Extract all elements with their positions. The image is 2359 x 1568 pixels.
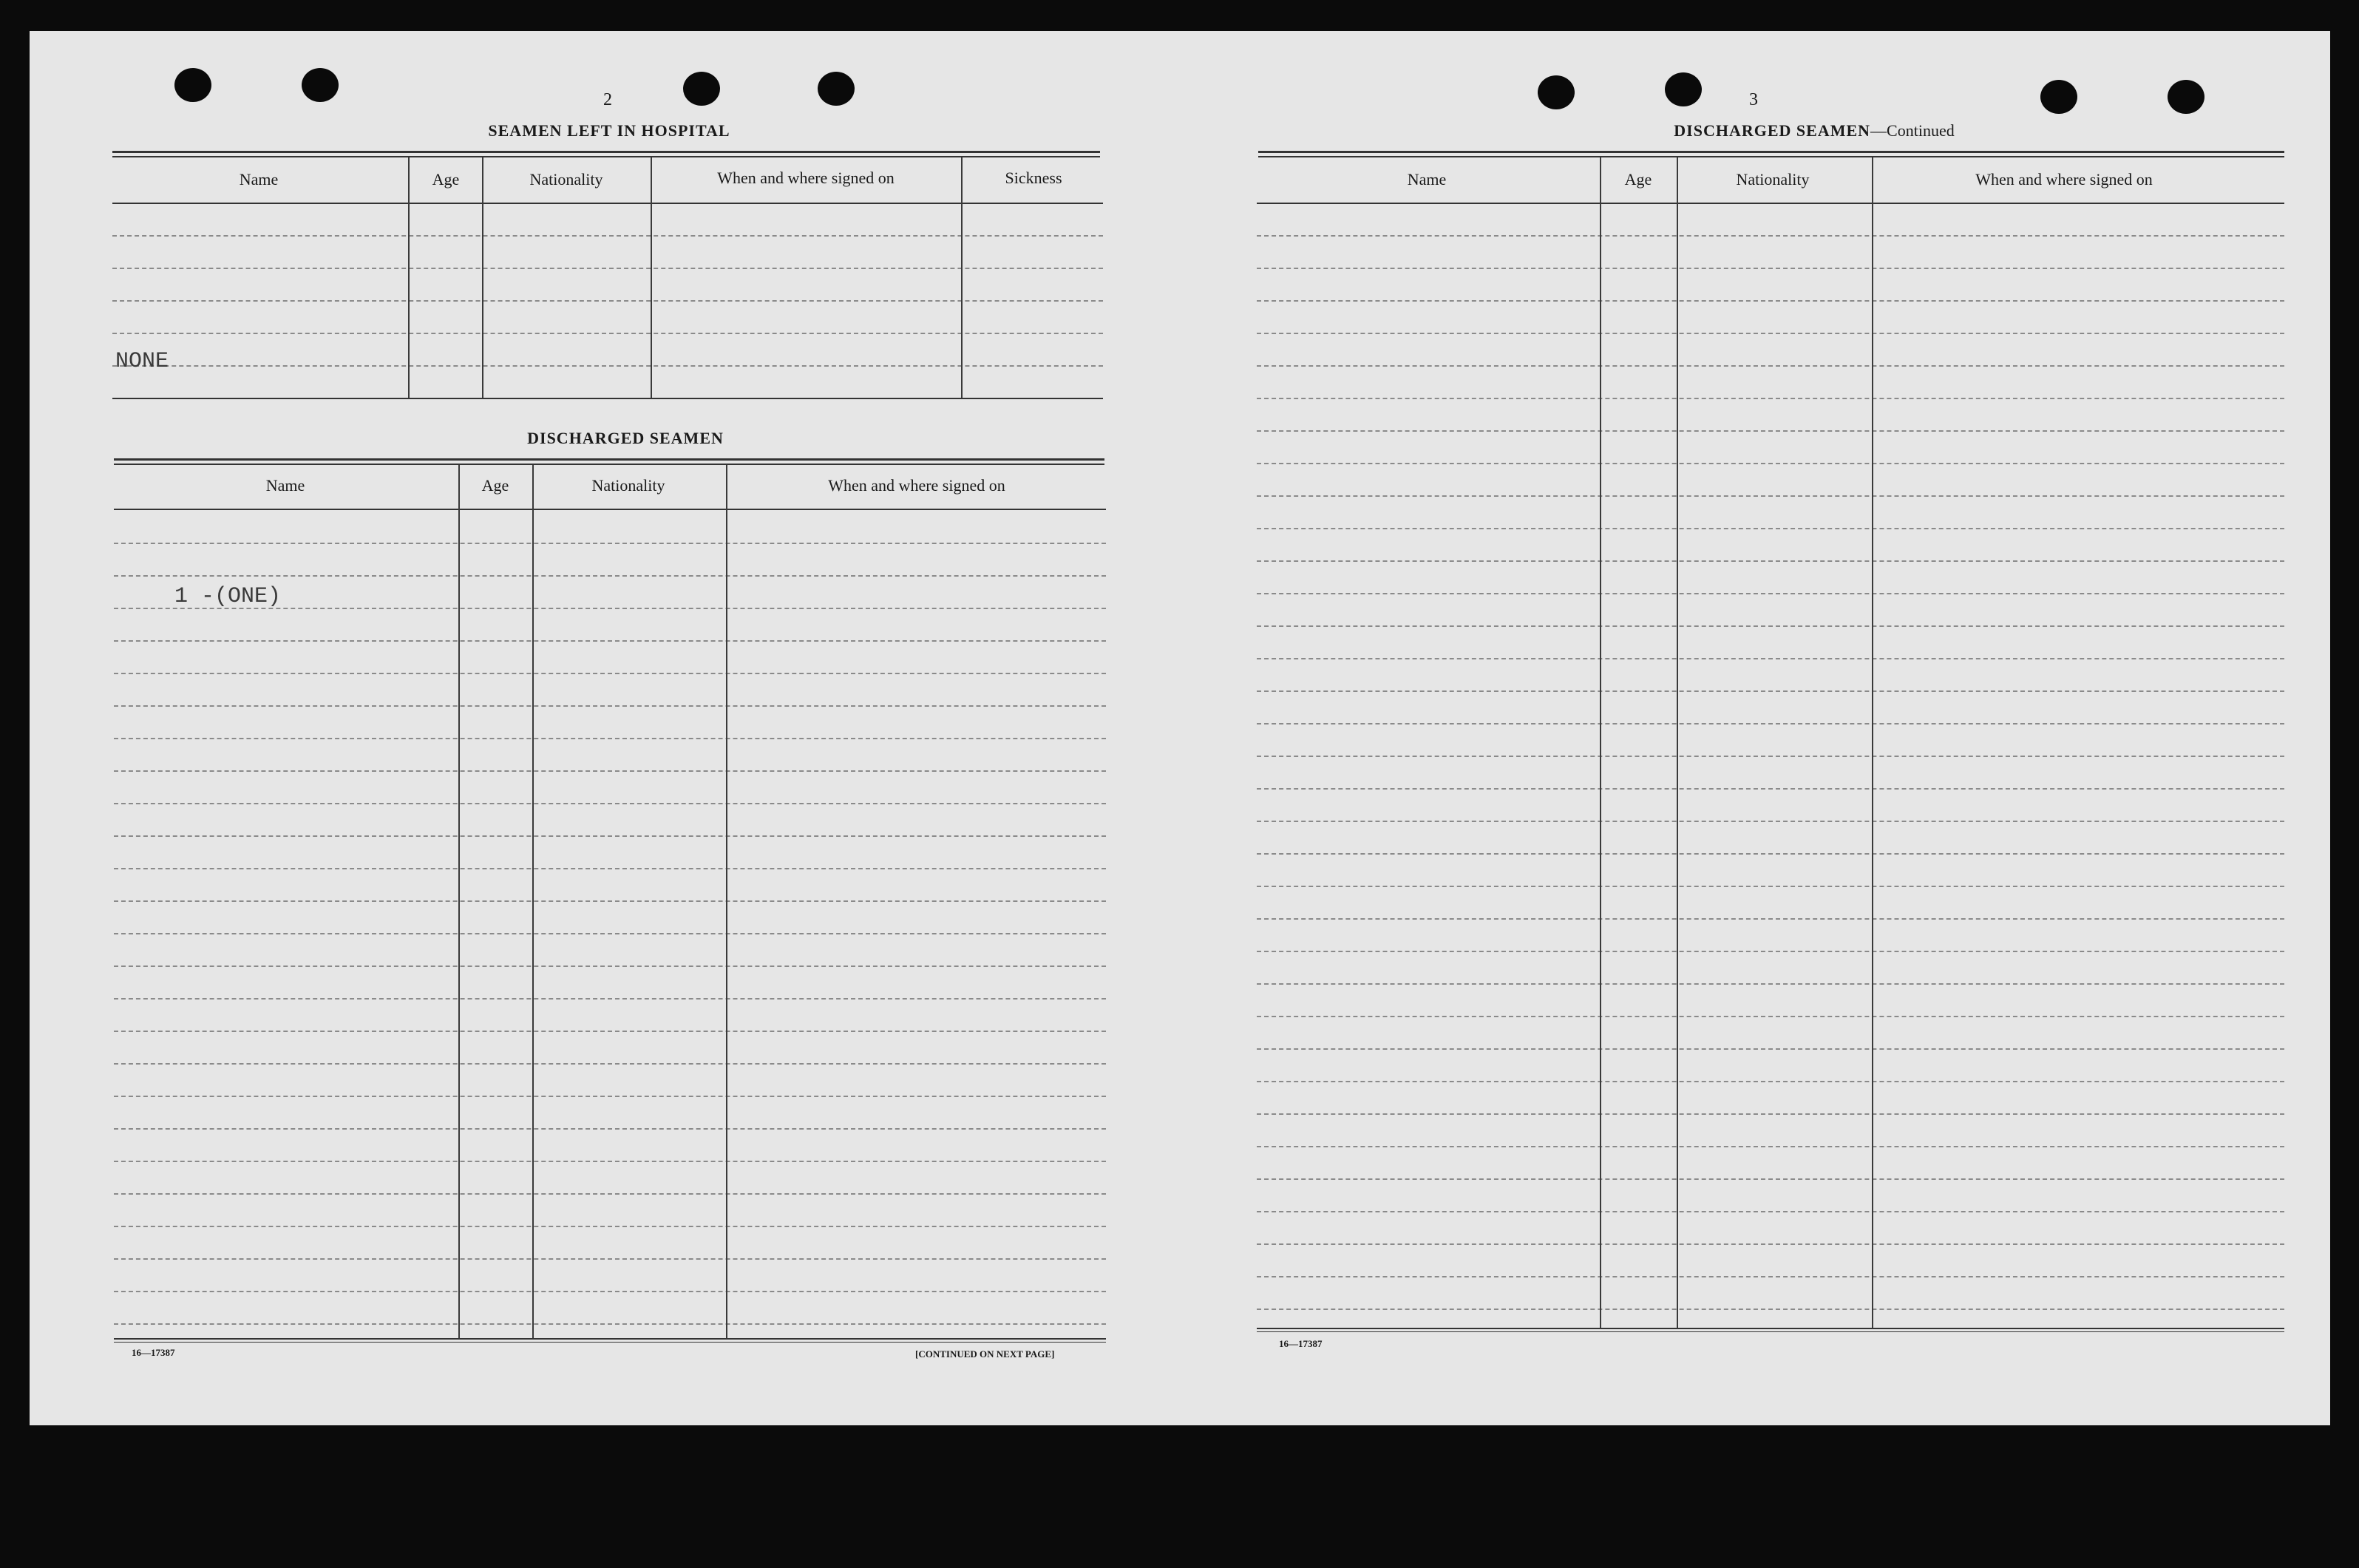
page-number-right: 3 [1749, 90, 1758, 109]
discharged-title: DISCHARGED SEAMEN [527, 429, 724, 447]
title-continued: —Continued [1870, 121, 1955, 140]
punch-hole [302, 68, 339, 102]
column-header-nationality: Nationality [1736, 170, 1810, 189]
punch-hole [174, 68, 211, 102]
punch-hole [2040, 80, 2077, 114]
form-number-left: 16—17387 [132, 1347, 175, 1358]
column-header-name: Name [239, 170, 279, 189]
form-number-right: 16—17387 [1279, 1338, 1323, 1349]
discharged-entry: 1 -(ONE) [174, 584, 282, 609]
column-header-signed-on: When and where signed on [717, 169, 895, 187]
punch-hole [683, 72, 720, 106]
page-number-left: 2 [603, 90, 612, 109]
column-header-name: Name [1407, 170, 1447, 189]
hospital-title: SEAMEN LEFT IN HOSPITAL [488, 121, 730, 140]
column-header-nationality: Nationality [591, 476, 665, 495]
punch-hole [818, 72, 855, 106]
punch-hole [2168, 80, 2204, 114]
title-main: DISCHARGED SEAMEN [1674, 121, 1871, 140]
column-header-nationality: Nationality [529, 170, 603, 189]
column-header-signed-on: When and where signed on [828, 476, 1005, 495]
column-header-age: Age [1624, 170, 1652, 189]
column-header-age: Age [481, 476, 509, 495]
column-header-signed-on: When and where signed on [1975, 170, 2153, 189]
record-sheet [30, 31, 2330, 1425]
column-header-age: Age [432, 170, 460, 189]
continued-note: [CONTINUED ON NEXT PAGE] [915, 1348, 1055, 1360]
column-header-sickness: Sickness [1005, 169, 1062, 187]
punch-hole [1538, 75, 1575, 109]
column-header-name: Name [265, 476, 305, 495]
punch-hole [1665, 72, 1702, 106]
discharged-continued-title [1674, 121, 1954, 140]
hospital-entry: NONE [115, 349, 169, 374]
